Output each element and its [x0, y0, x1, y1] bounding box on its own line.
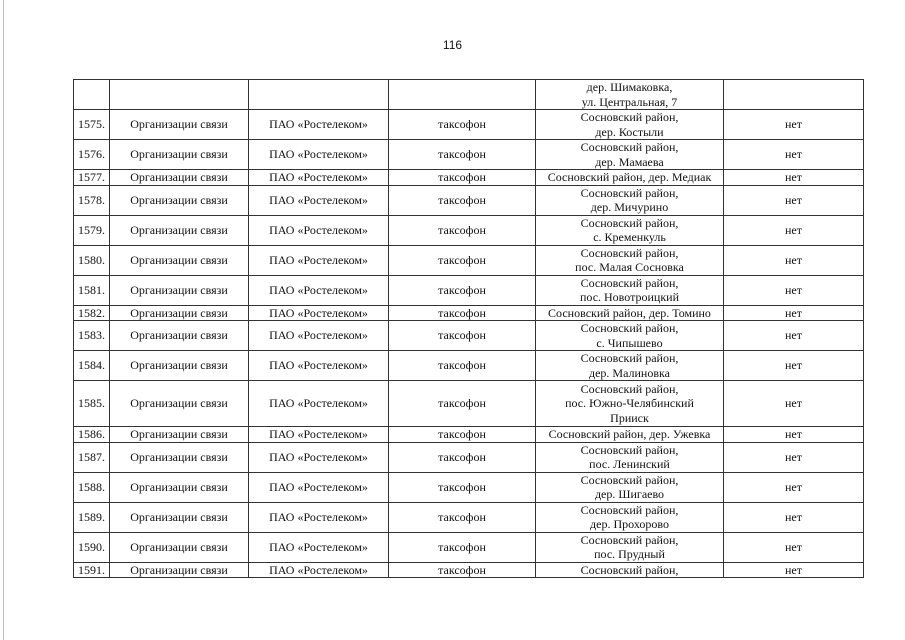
row-object-type: таксофон [389, 427, 536, 443]
row-organization: ПАО «Ростелеком» [249, 562, 389, 578]
row-mark: нет [724, 245, 864, 275]
row-organization: ПАО «Ростелеком» [249, 140, 389, 170]
address-line: Сосновский район, [580, 275, 679, 290]
row-organization: ПАО «Ростелеком» [249, 472, 389, 502]
row-mark: нет [724, 427, 864, 443]
address-line: ул. Центральная, 7 [581, 94, 678, 109]
address-line: пос. Новотроицкий [579, 290, 680, 304]
row-mark [724, 80, 864, 110]
row-address [536, 80, 724, 110]
address-line: пос. Прудный [594, 547, 665, 561]
address-line: Сосновский район, [580, 442, 679, 457]
row-address [536, 381, 724, 427]
table-row [74, 80, 864, 110]
table-row [74, 305, 864, 321]
row-category: Организации связи [110, 321, 249, 351]
address-line: пос. Ленинский [589, 457, 670, 471]
table-row [74, 442, 864, 472]
address-line: Сосновский район, дер. Ужевка [548, 427, 711, 441]
row-category [110, 80, 249, 110]
row-object-type: таксофон [389, 215, 536, 245]
table-row [74, 245, 864, 275]
row-organization: ПАО «Ростелеком» [249, 245, 389, 275]
row-mark: нет [724, 472, 864, 502]
row-number: 1580. [74, 245, 110, 275]
row-address [536, 245, 724, 275]
row-address [536, 140, 724, 170]
row-organization: ПАО «Ростелеком» [249, 427, 389, 443]
row-number: 1588. [74, 472, 110, 502]
row-number: 1584. [74, 351, 110, 381]
row-category: Организации связи [110, 472, 249, 502]
row-category: Организации связи [110, 140, 249, 170]
row-organization: ПАО «Ростелеком» [249, 110, 389, 140]
row-address [536, 305, 724, 321]
row-organization: ПАО «Ростелеком» [249, 381, 389, 427]
page-edge-line [3, 0, 4, 640]
row-object-type: таксофон [389, 305, 536, 321]
address-line: Сосновский район, [580, 185, 679, 200]
row-number: 1589. [74, 502, 110, 532]
table-row [74, 321, 864, 351]
row-address [536, 442, 724, 472]
address-line: Сосновский район, [580, 215, 679, 230]
row-mark: нет [724, 170, 864, 186]
row-category: Организации связи [110, 427, 249, 443]
row-mark: нет [724, 305, 864, 321]
row-number: 1587. [74, 442, 110, 472]
address-line: Сосновский район, [580, 110, 679, 124]
row-number [74, 80, 110, 110]
table-row [74, 427, 864, 443]
address-line: Сосновский район, [580, 562, 679, 577]
row-organization: ПАО «Ростелеком» [249, 351, 389, 381]
row-organization: ПАО «Ростелеком» [249, 305, 389, 321]
row-address [536, 110, 724, 140]
row-mark: нет [724, 381, 864, 427]
row-organization: ПАО «Ростелеком» [249, 275, 389, 305]
row-address [536, 502, 724, 532]
row-category: Организации связи [110, 110, 249, 140]
row-category: Организации связи [110, 351, 249, 381]
row-number: 1575. [74, 110, 110, 140]
table-row [74, 185, 864, 215]
row-organization: ПАО «Ростелеком» [249, 532, 389, 562]
row-mark: нет [724, 442, 864, 472]
table-row [74, 562, 864, 578]
row-category: Организации связи [110, 170, 249, 186]
row-organization: ПАО «Ростелеком» [249, 185, 389, 215]
row-category: Организации связи [110, 381, 249, 427]
page-number: 116 [442, 38, 463, 52]
address-line: Сосновский район, [580, 245, 679, 260]
row-object-type: таксофон [389, 502, 536, 532]
table-body [74, 80, 864, 578]
row-organization: ПАО «Ростелеком» [249, 502, 389, 532]
row-number: 1591. [74, 562, 110, 578]
row-object-type: таксофон [389, 140, 536, 170]
row-number: 1577. [74, 170, 110, 186]
row-mark: нет [724, 562, 864, 578]
table-row [74, 170, 864, 186]
table-row [74, 532, 864, 562]
row-address [536, 351, 724, 381]
row-object-type: таксофон [389, 532, 536, 562]
registry-table [73, 79, 864, 578]
address-line: дер. Прохорово [590, 517, 669, 531]
row-organization [249, 80, 389, 110]
row-category: Организации связи [110, 532, 249, 562]
row-address [536, 170, 724, 186]
row-number: 1579. [74, 215, 110, 245]
address-line: Сосновский район, дер. Медиак [547, 170, 712, 184]
address-line: Прииск [610, 410, 649, 425]
address-line: дер. Малиновка [588, 365, 670, 380]
table-row [74, 472, 864, 502]
row-category: Организации связи [110, 215, 249, 245]
row-address [536, 472, 724, 502]
address-line: Сосновский район, [580, 472, 679, 487]
address-line: дер. Шигаево [594, 487, 665, 501]
address-line: дер. Мичурино [590, 200, 669, 214]
row-number: 1576. [74, 140, 110, 170]
address-line: Сосновский район, [580, 381, 679, 396]
row-object-type: таксофон [389, 245, 536, 275]
table-row [74, 351, 864, 381]
row-address [536, 427, 724, 443]
table-row [74, 140, 864, 170]
row-address [536, 185, 724, 215]
table-row [74, 381, 864, 427]
address-line: с. Кременкуль [593, 230, 666, 244]
row-object-type: таксофон [389, 170, 536, 186]
row-address [536, 562, 724, 578]
row-category: Организации связи [110, 185, 249, 215]
row-mark: нет [724, 321, 864, 351]
row-object-type: таксофон [389, 321, 536, 351]
row-number: 1578. [74, 185, 110, 215]
row-number: 1586. [74, 427, 110, 443]
address-line: Сосновский район, [580, 502, 679, 517]
row-mark: нет [724, 215, 864, 245]
row-object-type: таксофон [389, 562, 536, 578]
row-address [536, 321, 724, 351]
row-object-type [389, 80, 536, 110]
row-category: Организации связи [110, 275, 249, 305]
row-mark: нет [724, 351, 864, 381]
row-number: 1581. [74, 275, 110, 305]
row-organization: ПАО «Ростелеком» [249, 215, 389, 245]
row-object-type: таксофон [389, 351, 536, 381]
table-row [74, 215, 864, 245]
row-organization: ПАО «Ростелеком» [249, 321, 389, 351]
row-address [536, 532, 724, 562]
address-line: пос. Южно-Челябинский [565, 396, 694, 411]
address-line: Сосновский район, дер. Томино [548, 305, 711, 320]
address-line: пос. Малая Сосновка [575, 260, 684, 274]
address-line: Сосновский район, [580, 351, 679, 365]
row-object-type: таксофон [389, 275, 536, 305]
row-mark: нет [724, 140, 864, 170]
row-category: Организации связи [110, 305, 249, 321]
row-mark: нет [724, 532, 864, 562]
row-number: 1585. [74, 381, 110, 427]
row-number: 1582. [74, 305, 110, 321]
address-line: дер. Костыли [595, 124, 664, 139]
table-row [74, 110, 864, 140]
row-category: Организации связи [110, 245, 249, 275]
row-mark: нет [724, 110, 864, 140]
row-address [536, 215, 724, 245]
row-address [536, 275, 724, 305]
address-line: Сосновский район, [580, 140, 679, 154]
address-line: с. Чипышево [596, 335, 663, 350]
table-row [74, 275, 864, 305]
row-object-type: таксофон [389, 110, 536, 140]
row-object-type: таксофон [389, 185, 536, 215]
row-object-type: таксофон [389, 442, 536, 472]
row-object-type: таксофон [389, 381, 536, 427]
row-category: Организации связи [110, 442, 249, 472]
row-organization: ПАО «Ростелеком» [249, 442, 389, 472]
row-category: Организации связи [110, 562, 249, 578]
row-number: 1583. [74, 321, 110, 351]
address-line: дер. Мамаева [595, 154, 664, 169]
row-number: 1590. [74, 532, 110, 562]
address-line: Сосновский район, [580, 532, 679, 547]
row-object-type: таксофон [389, 472, 536, 502]
address-line: Сосновский район, [580, 321, 679, 335]
row-mark: нет [724, 502, 864, 532]
row-mark: нет [724, 185, 864, 215]
row-category: Организации связи [110, 502, 249, 532]
row-mark: нет [724, 275, 864, 305]
row-organization: ПАО «Ростелеком» [249, 170, 389, 186]
table-row [74, 502, 864, 532]
address-line: дер. Шимаковка, [586, 80, 673, 94]
